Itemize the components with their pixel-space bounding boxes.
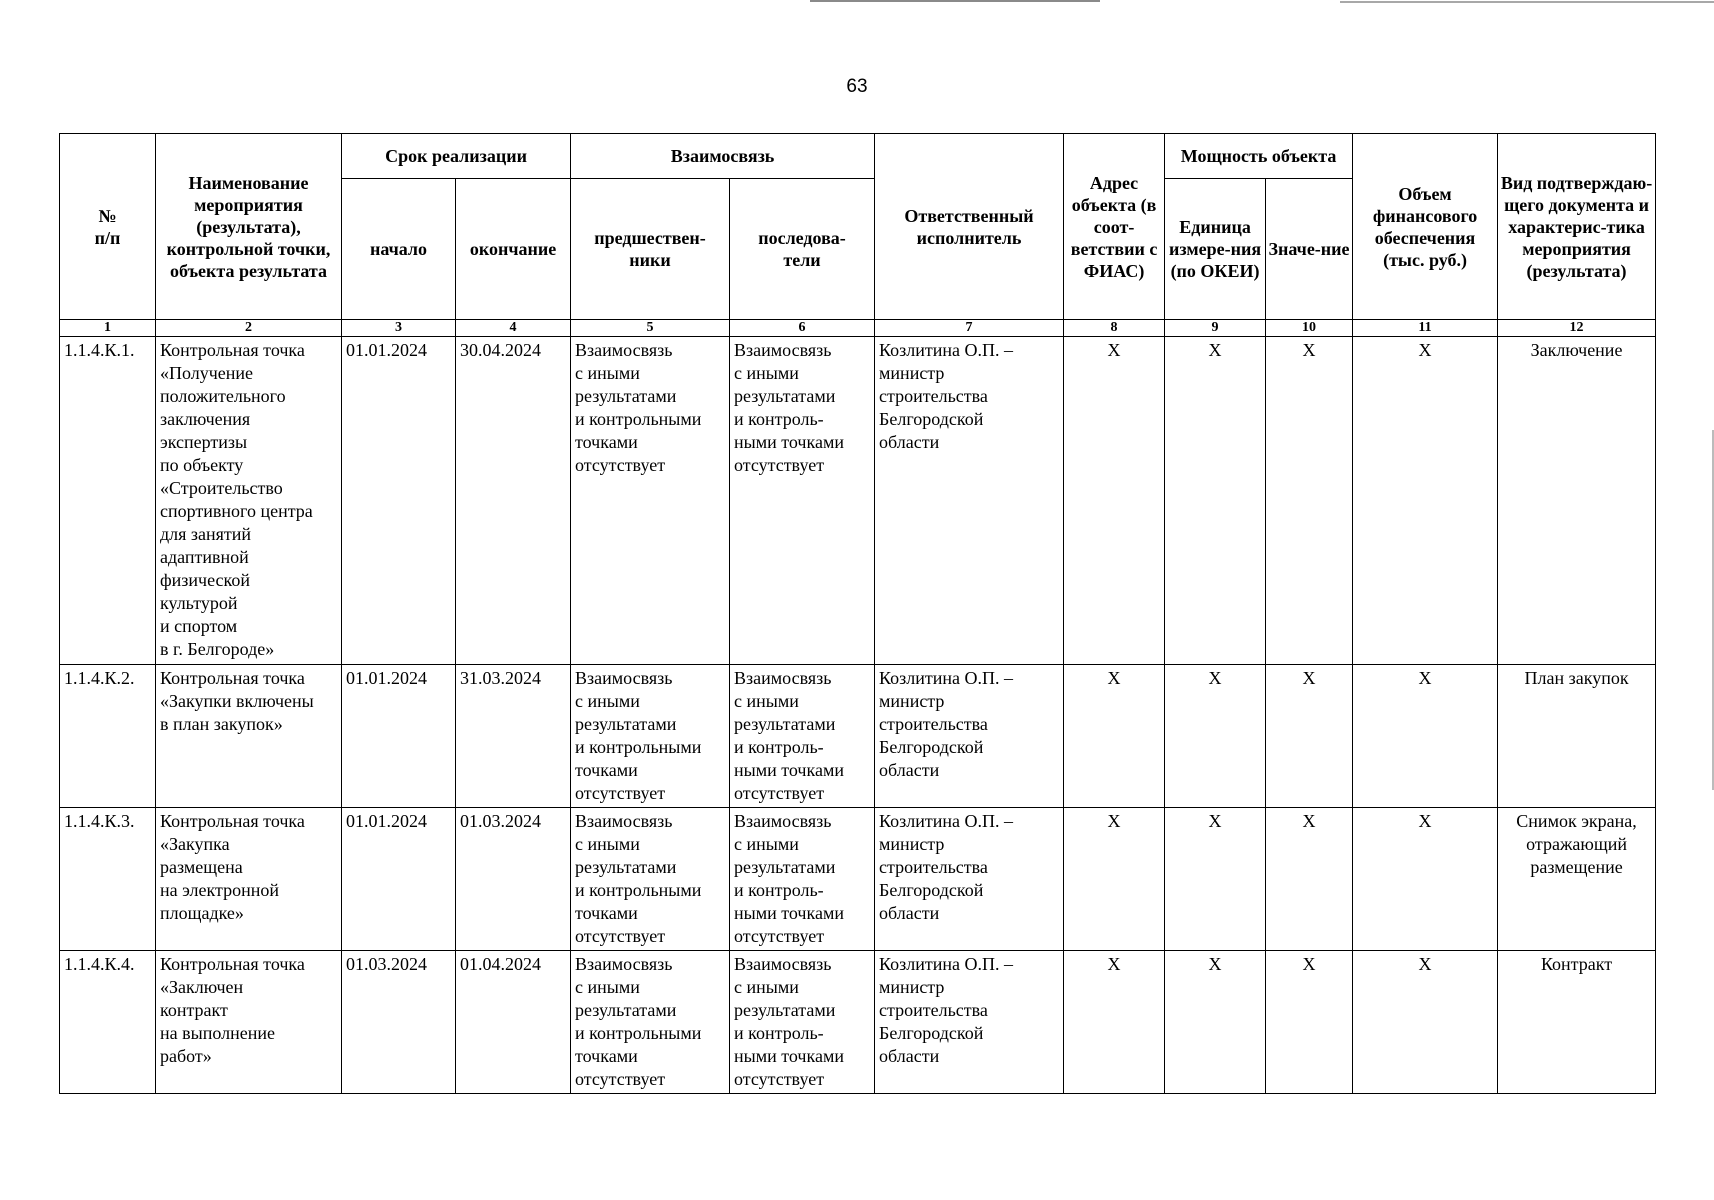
row-predecessors: Взаимосвязь с иными результатами и контрольными точками отсутствует [571,808,730,951]
table-row [60,665,1656,808]
column-number: 8 [1064,320,1165,337]
row-end-date: 31.03.2024 [456,665,571,808]
row-name: Контрольная точка «Закупка размещена на электронной площадке» [156,808,342,951]
row-address: X [1064,665,1165,808]
row-funding: X [1353,808,1498,951]
row-doc: Снимок экрана, отражающий размещение [1498,808,1656,951]
header-capacity: Мощность объекта [1165,134,1353,179]
row-value: X [1266,337,1353,665]
row-name: Контрольная точка «Заключен контракт на выполнение работ» [156,951,342,1094]
row-unit: X [1165,951,1266,1094]
row-value: X [1266,951,1353,1094]
row-name: Контрольная точка «Получение положительного заключения экспертизы по объекту «Строительство спортивного центра для занятий адаптивной физической культурой и спортом в г. Белгороде» [156,337,342,665]
row-predecessors: Взаимосвязь с иными результатами и контрольными точками отсутствует [571,951,730,1094]
row-address: X [1064,808,1165,951]
row-successors: Взаимосвязь с иными результатами и контроль- ными точками отсутствует [730,951,875,1094]
row-start-date: 01.01.2024 [342,808,456,951]
column-number: 1 [60,320,156,337]
header-name: Наименование мероприятия (результата), контрольной точки, объекта результата [156,134,342,320]
column-number-row [60,320,1656,337]
row-id: 1.1.4.К.4. [60,951,156,1094]
row-start-date: 01.01.2024 [342,665,456,808]
row-end-date: 01.04.2024 [456,951,571,1094]
row-successors: Взаимосвязь с иными результатами и контроль- ными точками отсутствует [730,665,875,808]
header-funding: Объем финансового обеспечения (тыс. руб.) [1353,134,1498,320]
column-number: 10 [1266,320,1353,337]
row-predecessors: Взаимосвязь с иными результатами и контрольными точками отсутствует [571,337,730,665]
row-start-date: 01.03.2024 [342,951,456,1094]
row-doc: План закупок [1498,665,1656,808]
row-unit: X [1165,665,1266,808]
row-value: X [1266,665,1353,808]
header-row [60,134,1656,179]
row-end-date: 30.04.2024 [456,337,571,665]
column-number: 7 [875,320,1064,337]
row-end-date: 01.03.2024 [456,808,571,951]
row-successors: Взаимосвязь с иными результатами и контроль- ными точками отсутствует [730,337,875,665]
header-doc-type: Вид подтверждаю-щего документа и характерис-тика мероприятия (результата) [1498,134,1656,320]
column-number: 6 [730,320,875,337]
row-responsible: Козлитина О.П. – министр строительства Белгородской области [875,808,1064,951]
row-id: 1.1.4.К.2. [60,665,156,808]
row-funding: X [1353,337,1498,665]
row-doc: Контракт [1498,951,1656,1094]
row-funding: X [1353,951,1498,1094]
row-predecessors: Взаимосвязь с иными результатами и контрольными точками отсутствует [571,665,730,808]
scan-artifact-line [810,0,1100,2]
header-period: Срок реализации [342,134,571,179]
header-start: начало [342,179,456,320]
row-name: Контрольная точка «Закупки включены в план закупок» [156,665,342,808]
row-doc: Заключение [1498,337,1656,665]
row-funding: X [1353,665,1498,808]
column-number: 2 [156,320,342,337]
column-number: 11 [1353,320,1498,337]
header-responsible: Ответственный исполнитель [875,134,1064,320]
scan-artifact-line [1340,1,1714,3]
header-num: № п/п [60,134,156,320]
header-value: Значе-ние [1266,179,1353,320]
row-id: 1.1.4.К.1. [60,337,156,665]
column-number: 9 [1165,320,1266,337]
header-end: окончание [456,179,571,320]
column-number: 12 [1498,320,1656,337]
column-number: 3 [342,320,456,337]
row-address: X [1064,337,1165,665]
header-relation: Взаимосвязь [571,134,875,179]
row-responsible: Козлитина О.П. – министр строительства Белгородской области [875,951,1064,1094]
row-unit: X [1165,808,1266,951]
page-number: 63 [846,76,868,97]
table-row [60,951,1656,1094]
column-number: 5 [571,320,730,337]
row-id: 1.1.4.К.3. [60,808,156,951]
row-address: X [1064,951,1165,1094]
header-address: Адрес объекта (в соот-ветствии с ФИАС) [1064,134,1165,320]
header-predecessors: предшествен- ники [571,179,730,320]
row-successors: Взаимосвязь с иными результатами и контроль- ными точками отсутствует [730,808,875,951]
table-row [60,808,1656,951]
header-unit: Единица измере-ния (по ОКЕИ) [1165,179,1266,320]
plan-table [59,133,1656,1094]
row-value: X [1266,808,1353,951]
header-successors: последова- тели [730,179,875,320]
row-start-date: 01.01.2024 [342,337,456,665]
row-unit: X [1165,337,1266,665]
row-responsible: Козлитина О.П. – министр строительства Белгородской области [875,665,1064,808]
column-number: 4 [456,320,571,337]
table-row [60,337,1656,665]
row-responsible: Козлитина О.П. – министр строительства Белгородской области [875,337,1064,665]
